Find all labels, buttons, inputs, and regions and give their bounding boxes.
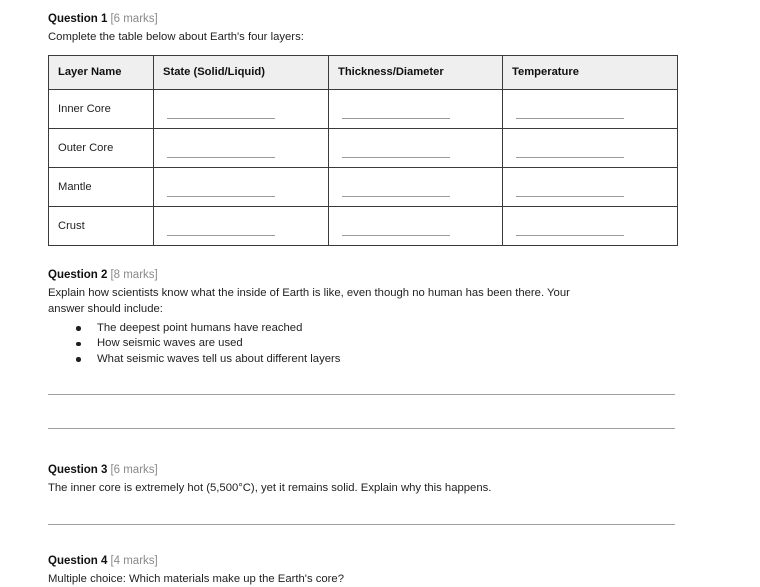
blank-rule [516,196,624,197]
column-header-temperature: Temperature [503,55,678,89]
cell-temperature-blank[interactable] [503,206,678,245]
spacer [48,367,678,394]
blank-rule [342,157,450,158]
blank-field[interactable] [163,90,328,128]
question-3-marks: [6 marks] [110,464,157,476]
cell-state-blank[interactable] [154,89,329,128]
list-item [48,352,678,367]
question-2-prompt: Explain how scientists know what the inside of Earth is like, even though no human has been there. Your answer should include: [48,285,608,318]
cell-state-blank[interactable] [154,167,329,206]
table-row [49,89,678,128]
table-row [49,167,678,206]
blank-rule [516,118,624,119]
question-1-block [48,12,678,246]
question-4-marks: [4 marks] [110,555,157,567]
blank-field[interactable] [512,90,677,128]
blank-field[interactable] [163,207,328,245]
blank-field[interactable] [338,168,502,206]
blank-field[interactable] [338,129,502,167]
cell-layer-name: Outer Core [49,128,154,167]
cell-temperature-blank[interactable] [503,128,678,167]
question-3-label: Question 3 [48,464,107,476]
blank-field[interactable] [338,90,502,128]
blank-rule [342,235,450,236]
question-1-marks: [6 marks] [110,13,157,25]
column-header-layer-name: Layer Name [49,55,154,89]
earth-layers-table [48,55,678,246]
blank-rule [167,118,275,119]
cell-thickness-blank[interactable] [329,128,503,167]
blank-rule [167,196,275,197]
question-1-heading [48,12,678,27]
spacer [48,395,678,428]
answer-line[interactable] [48,428,675,429]
question-4-block [48,554,678,587]
bullet-dot-icon [76,326,81,331]
question-2-label: Question 2 [48,269,107,281]
question-4-label: Question 4 [48,555,107,567]
blank-field[interactable] [163,129,328,167]
blank-rule [167,157,275,158]
spacer [48,497,678,524]
list-item-label: The deepest point humans have reached [97,322,302,334]
question-2-marks: [8 marks] [110,269,157,281]
column-header-thickness: Thickness/Diameter [329,55,503,89]
list-item-label: How seismic waves are used [97,337,243,349]
cell-state-blank[interactable] [154,206,329,245]
question-3-prompt: The inner core is extremely hot (5,500°C), yet it remains solid. Explain why this happens. [48,480,608,497]
cell-thickness-blank[interactable] [329,206,503,245]
list-item [48,336,678,351]
column-header-state: State (Solid/Liquid) [154,55,329,89]
cell-thickness-blank[interactable] [329,167,503,206]
question-3-block [48,463,678,525]
blank-field[interactable] [512,129,677,167]
blank-field[interactable] [338,207,502,245]
bullet-dot-icon [76,342,81,347]
question-1-label: Question 1 [48,13,107,25]
question-1-prompt: Complete the table below about Earth's four layers: [48,29,608,46]
question-4-prompt: Multiple choice: Which materials make up the Earth's core? [48,571,608,587]
blank-rule [342,118,450,119]
table-row [49,128,678,167]
answer-line[interactable] [48,524,675,525]
question-2-heading [48,268,678,283]
cell-thickness-blank[interactable] [329,89,503,128]
blank-rule [342,196,450,197]
blank-rule [516,235,624,236]
blank-field[interactable] [512,168,677,206]
blank-rule [167,235,275,236]
cell-layer-name: Crust [49,206,154,245]
cell-temperature-blank[interactable] [503,167,678,206]
blank-rule [516,157,624,158]
table-row [49,206,678,245]
list-item-label: What seismic waves tell us about different layers [97,353,340,365]
question-2-bullet-list [48,321,678,367]
question-4-heading [48,554,678,569]
cell-layer-name: Mantle [49,167,154,206]
cell-state-blank[interactable] [154,128,329,167]
question-2-block [48,268,678,430]
bullet-dot-icon [76,357,81,362]
list-item [48,321,678,336]
cell-temperature-blank[interactable] [503,89,678,128]
worksheet-content [48,12,678,587]
question-3-heading [48,463,678,478]
blank-field[interactable] [512,207,677,245]
table-header-row [49,55,678,89]
blank-field[interactable] [163,168,328,206]
cell-layer-name: Inner Core [49,89,154,128]
